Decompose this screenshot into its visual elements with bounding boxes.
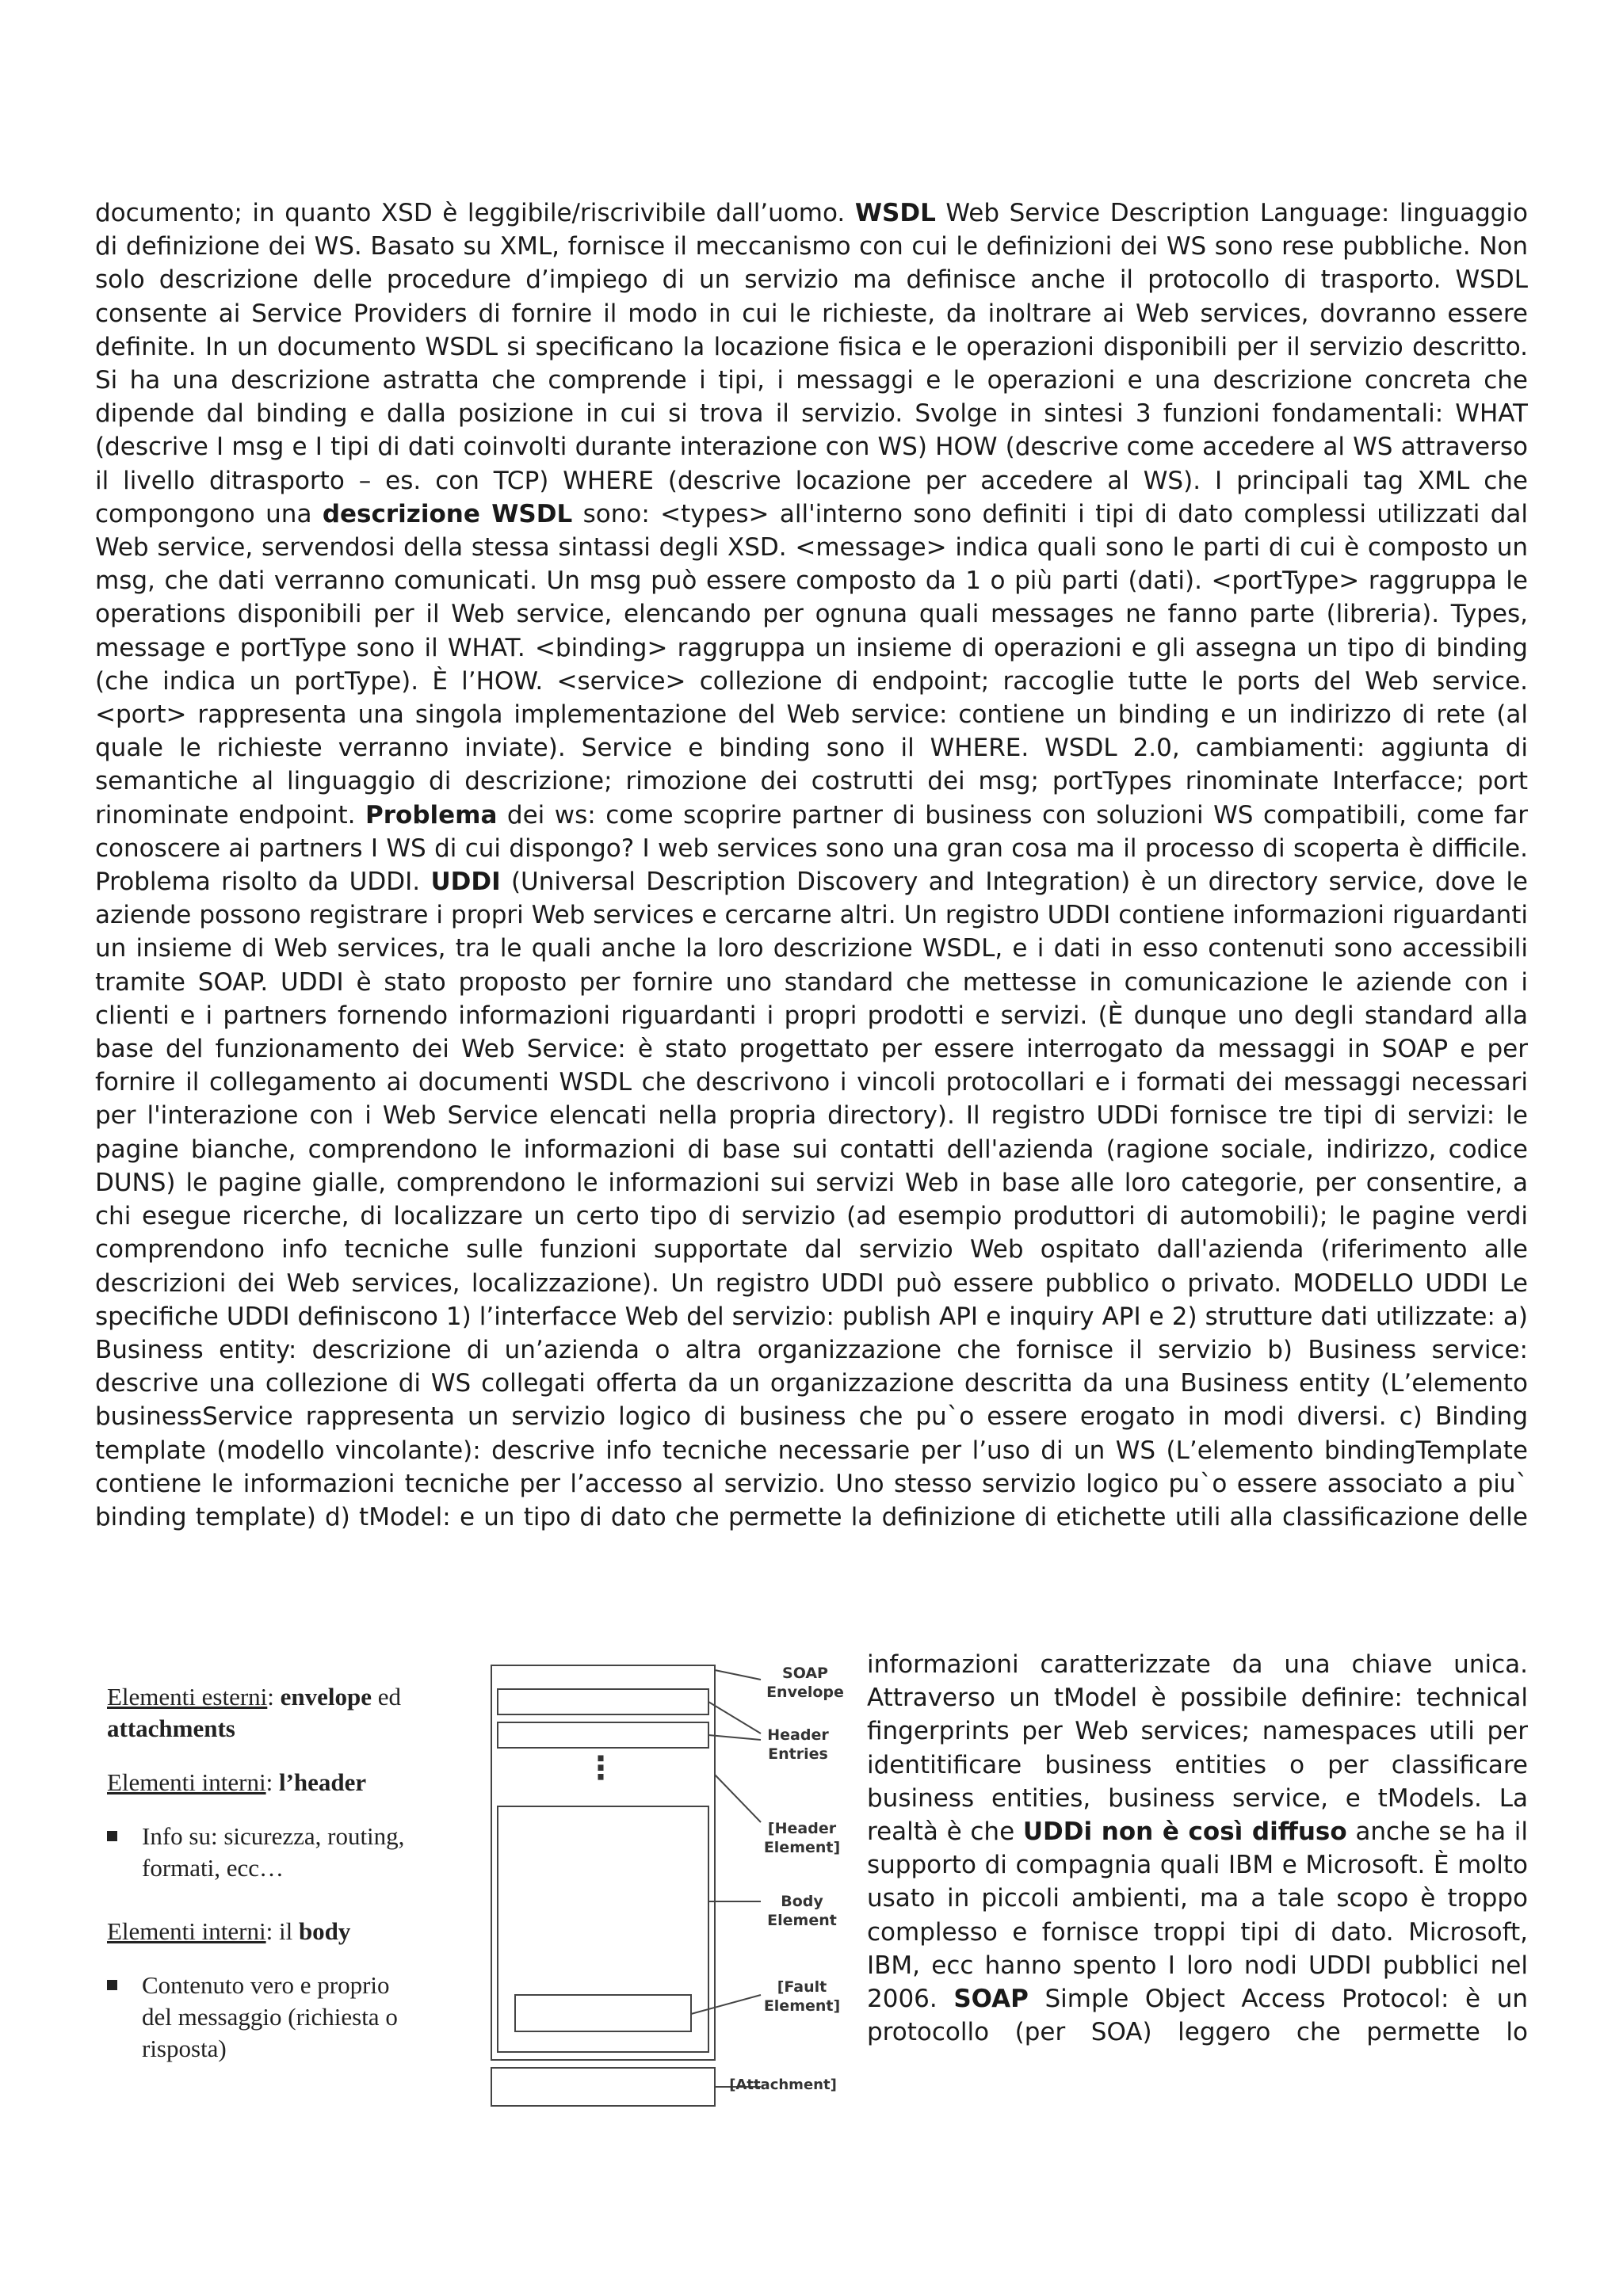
soap-envelope-diagram bbox=[483, 1664, 848, 2107]
body-element-label: Body Element bbox=[767, 1893, 837, 1929]
text-run: dei ws: come scoprire partner di business con soluzioni WS compatibili, come far conoscere ai partners I WS di cui dispongo? I web services sono una gran cosa ma il processo di scoperta è difficile. Problema risolto da UDDI. bbox=[95, 800, 1528, 897]
soap-envelope-label: SOAP Envelope bbox=[766, 1665, 844, 1701]
external-elements-line: Elementi esterni: envelope ed bbox=[107, 1683, 402, 1711]
header-entry-box-1 bbox=[498, 1689, 708, 1714]
attachment-label: [Attachment] bbox=[729, 2077, 837, 2093]
internal-body-line: Elementi interni: il body bbox=[107, 1917, 351, 1945]
side-paragraph bbox=[867, 1648, 1528, 2049]
fault-element-label: [Fault Element] bbox=[763, 1978, 841, 2015]
bold-term: descrizione WSDL bbox=[322, 499, 573, 528]
bullet-square-icon bbox=[107, 1980, 117, 1990]
envelope-box bbox=[491, 1665, 715, 2060]
attachment-box bbox=[491, 2068, 715, 2106]
text-run: Simple Object Access Protocol: è un protocollo (per SOA) leggero che permette lo bbox=[867, 1985, 1528, 2047]
more-entries-dots-icon: ⋮ bbox=[585, 1750, 617, 1787]
bold-term: SOAP bbox=[953, 1985, 1029, 2014]
header-entry-box-2 bbox=[498, 1722, 708, 1748]
text-run: informazioni caratterizzate da una chiave unica. Attraverso un tModel è possibile definire: technical fingerprints per Web services; namespaces utili per identitificare business entities o per classificare business entities, business service, e tModels. La realtà è che bbox=[867, 1650, 1528, 1847]
text-run: Web Service Description Language: linguaggio di definizione dei WS. Basato su XML, fornisce il meccanismo con cui le definizioni dei WS sono rese pubbliche. Non solo descrizione delle procedure d’impiego di un servizio ma definisce anche il protocollo di trasporto. WSDL consente ai Service Providers di fornire il modo in cui le richieste, da inoltrare ai Web services, dovranno essere definite. In un documento WSDL si specificano la locazione fisica e le operazioni disponibili per il servizio descritto. Si ha una descrizione astratta che comprende i tipi, i messaggi e le operazioni e una descrizione concreta che dipende dal binding e dalla posizione in cui si trova il servizio. Svolge in sintesi 3 funzioni fondamentali: WHAT (descrive I msg e I tipi di dati coinvolti durante interazione con WS) HOW (descrive come accedere al WS attraverso il livello ditrasporto – es. con TCP) WHERE (descrive locazione per accedere al WS). I principali tag XML che compongono una bbox=[95, 199, 1528, 528]
internal-header-line: Elementi interni: l’header bbox=[107, 1768, 367, 1796]
text-run: documento; in quanto XSD è leggibile/riscrivibile dall’uomo. bbox=[95, 199, 855, 227]
text-run: (Universal Description Discovery and Integration) è un directory service, dove le aziende possono registrare i propri Web services e cercarne altri. Un registro UDDI contiene informazioni riguardanti un insieme di Web services, tra le quali anche la loro descrizione WSDL, e i dati in esso contenuti sono accessibili tramite SOAP. UDDI è stato proposto per fornire uno standard che mettesse in comunicazione le aziende con i clienti e i partners fornendo informazioni riguardanti i propri prodotti e servizi. (È dunque uno degli standard alla base del funzionamento dei Web Service: è stato progettato per essere interrogato da messaggi in SOAP e per fornire il collegamento ai documenti WSDL che descrivono i vincoli protocollari e i formati dei messaggi necessari per l'interazione con i Web Service elencati nella propria directory). Il registro UDDi fornisce tre tipi di servizi: le pagine bianche, comprendono le informazioni di base sui contatti dell'azienda (ragione sociale, indirizzo, codice DUNS) le pagine gialle, comprendono le informazioni sui servizi Web in base alle loro categorie, per consentire, a chi esegue ricerche, di localizzare un certo tipo di servizio (ad esempio produttori di automobili); le pagine verdi comprendono info tecniche sulle funzioni supportate dal servizio Web ospitato dall'azienda (riferimento alle descrizioni dei Web services, localizzazione). Un registro UDDI può essere pubblico o privato. MODELLO UDDI Le specifiche UDDI definiscono 1) l’interfacce Web del servizio: publish API e inquiry API e 2) strutture dati utilizzate: a) Business entity: descrizione di un’azienda o altra organizzazione che fornisce il servizio b) Business service: descrive una collezione di WS collegati offerta da un organizzazione descritta da una Business entity (L’elemento businessService rappresenta un servizio logico di business che pu`o essere erogato in modi diversi. c) Binding template (modello vincolante): descrive info tecniche necessarie per l’uso di un WS (L’elemento bindingTemplate contiene le informazioni tecniche per l’accesso al servizio. Uno stesso servizio logico pu`o essere associato a piu` binding template) d) tModel: e un tipo di dato che permette la definizione di etichette utili alla classificazione delle bbox=[95, 868, 1529, 1531]
external-elements-line-2: attachments bbox=[107, 1714, 235, 1742]
text-run: anche se ha il supporto di compagnia quali IBM e Microsoft. È molto usato in piccoli ambienti, ma a tale scopo è troppo complesso e fornisce troppi tipi di dato. Microsoft, IBM, ecc hanno spento I loro nodi UDDI pubblici nel 2006. bbox=[867, 1817, 1528, 2014]
fault-box bbox=[515, 1995, 691, 2031]
bold-term: WSDL bbox=[854, 199, 936, 227]
bold-term: UDDi non è così diffuso bbox=[1022, 1817, 1347, 1847]
header-bullet: Info su: sicurezza, routing, formati, ecc… bbox=[107, 1821, 519, 1852]
main-paragraph bbox=[95, 196, 1528, 1534]
header-element-label: [Header Element] bbox=[763, 1820, 841, 1856]
bold-term: Problema bbox=[365, 800, 498, 830]
bullet-square-icon bbox=[107, 1831, 117, 1841]
body-bullet: Contenuto vero e proprio del messaggio (richiesta o risposta) bbox=[107, 1970, 519, 2001]
text-run: sono: <types> all'interno sono definiti i tipi di dato complessi utilizzati dal Web service, servendosi della stessa sintassi degli XSD. <message> indica quali sono le parti di cui è composto un msg, che dati verranno comunicati. Un msg può essere composto da 1 o più parti (dati). <portType> raggruppa le operations disponibili per il Web service, elencando per ognuna quali messages ne fanno parte (libreria). Types, message e portType sono il WHAT. <binding> raggruppa un insieme di operazioni e gli assegna un tipo di binding (che indica un portType). È l’HOW. <service> collezione di endpoint; raccoglie tutte le ports del Web service. <port> rappresenta una singola implementazione del Web service: contiene un binding e un indirizzo di rete (al quale le richieste verranno inviate). Service e binding sono il WHERE. WSDL 2.0, cambiamenti: aggiunta di semantiche al linguaggio di descrizione; rimozione dei costrutti dei msg; portTypes rinominate Interfacce; port rinominate endpoint. bbox=[95, 499, 1528, 830]
body-box bbox=[498, 1806, 708, 2052]
bold-term: UDDI bbox=[430, 868, 501, 897]
soap-structure-figure bbox=[91, 1664, 852, 2107]
header-entries-label: Header Entries bbox=[767, 1726, 829, 1763]
